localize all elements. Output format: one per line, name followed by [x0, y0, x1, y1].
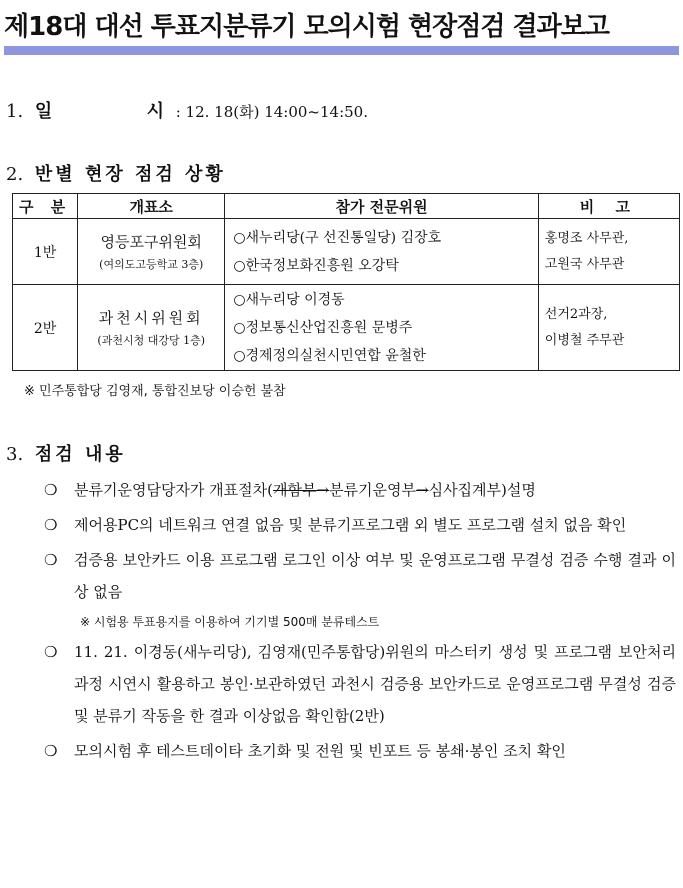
section-inspection-status — [6, 160, 226, 186]
table-row — [13, 219, 680, 285]
section-number: 2. — [6, 164, 24, 185]
col-header-venue: 개표소 — [78, 194, 225, 219]
venue-name: 과천시위원회 — [98, 308, 204, 327]
member: ○정보통신산업진흥원 문병주 — [233, 319, 413, 336]
note-line: 홍명조 사무관, — [544, 230, 629, 246]
col-header-note: 비 고 — [538, 194, 679, 219]
col-header-members: 참가 전문위원 — [225, 194, 538, 219]
item-text: 분류기운영담당자가 개표절차( — [74, 481, 273, 499]
circle-bullet-icon: ❍ — [44, 516, 58, 534]
list-item — [44, 544, 676, 608]
group-cell: 1반 — [13, 219, 78, 285]
inspection-table — [12, 193, 680, 371]
test-note: ※ 시험용 투표용지를 이용하여 기기별 500매 분류테스트 — [80, 615, 380, 629]
venue-location: (여의도고등학교 3층) — [99, 257, 204, 271]
inspection-items — [44, 474, 676, 770]
venue-name: 영등포구위원회 — [100, 232, 202, 251]
note-line: 이병철 주무관 — [544, 332, 625, 348]
venue-cell — [78, 285, 225, 371]
datetime-value: : 12. 18(화) 14:00~14:50. — [175, 103, 368, 121]
section-heading: 점검 내용 — [34, 444, 126, 465]
section-label: 일 시 — [34, 101, 208, 122]
list-item — [44, 509, 676, 541]
section-inspection-content — [6, 440, 126, 466]
member: ○한국정보화진흥원 오강탁 — [233, 257, 399, 274]
circle-bullet-icon: ❍ — [44, 643, 58, 661]
table-header-row — [13, 194, 680, 219]
group-cell: 2반 — [13, 285, 78, 371]
section-datetime — [6, 97, 368, 123]
absence-footnote: ※ 민주통합당 김영재, 통합진보당 이승헌 불참 — [24, 384, 286, 399]
page-title: 제18대 대선 투표지분류기 모의시험 현장점검 결과보고 — [4, 12, 609, 42]
venue-location: (과천시청 대강당 1층) — [97, 333, 205, 347]
members-cell — [225, 285, 538, 371]
circle-bullet-icon: ❍ — [44, 742, 58, 760]
note-line: 선거2과장, — [544, 306, 608, 322]
member: ○새누리당(구 선진통일당) 김장호 — [233, 229, 442, 246]
note-line: 고원국 사무관 — [544, 256, 625, 272]
members-cell — [225, 219, 538, 285]
item-text: 11. 21. 이경동(새누리당), 김영재(민주통합당)위원의 마스터키 생성 및 프로그램 보안처리 과정 시연시 활용하고 봉인·보관하였던 과천시 검증용 보안카드로 운영프로그램 무결성 검증 및 분류기 작동을 한 결과 이상없음 확인함(2반) — [74, 643, 676, 725]
item-text: 모의시험 후 테스트데이타 초기화 및 전원 및 빈포트 등 봉쇄·봉인 조치 확인 — [74, 742, 566, 760]
member: ○새누리당 이경동 — [233, 291, 345, 308]
list-item — [44, 636, 676, 732]
circle-bullet-icon: ❍ — [44, 551, 58, 569]
col-header-group: 구 분 — [13, 194, 78, 219]
section-heading: 반별 현장 점검 상황 — [34, 164, 226, 185]
title-underline — [4, 46, 679, 55]
member: ○경제정의실천시민연합 윤철한 — [233, 347, 426, 364]
circle-bullet-icon: ❍ — [44, 481, 58, 499]
item-text-struck: → — [416, 481, 429, 499]
note-cell — [538, 219, 679, 285]
section-number: 3. — [6, 444, 24, 465]
item-text: 제어용PC의 네트워크 연결 없음 및 분류기프로그램 외 별도 프로그램 설치 없음 확인 — [74, 516, 627, 534]
note-cell — [538, 285, 679, 371]
item-text: 검증용 보안카드 이용 프로그램 로그인 이상 여부 및 운영프로그램 무결성 검증 수행 결과 이상 없음 — [74, 551, 676, 601]
item-text: 분류기운영부 — [329, 481, 416, 499]
venue-cell — [78, 219, 225, 285]
item-text-struck: 개함부→ — [273, 481, 330, 499]
list-item — [44, 735, 676, 767]
section-number: 1. — [6, 101, 24, 122]
table-row — [13, 285, 680, 371]
item-text: 심사집계부)설명 — [428, 481, 536, 499]
list-item — [44, 474, 676, 506]
